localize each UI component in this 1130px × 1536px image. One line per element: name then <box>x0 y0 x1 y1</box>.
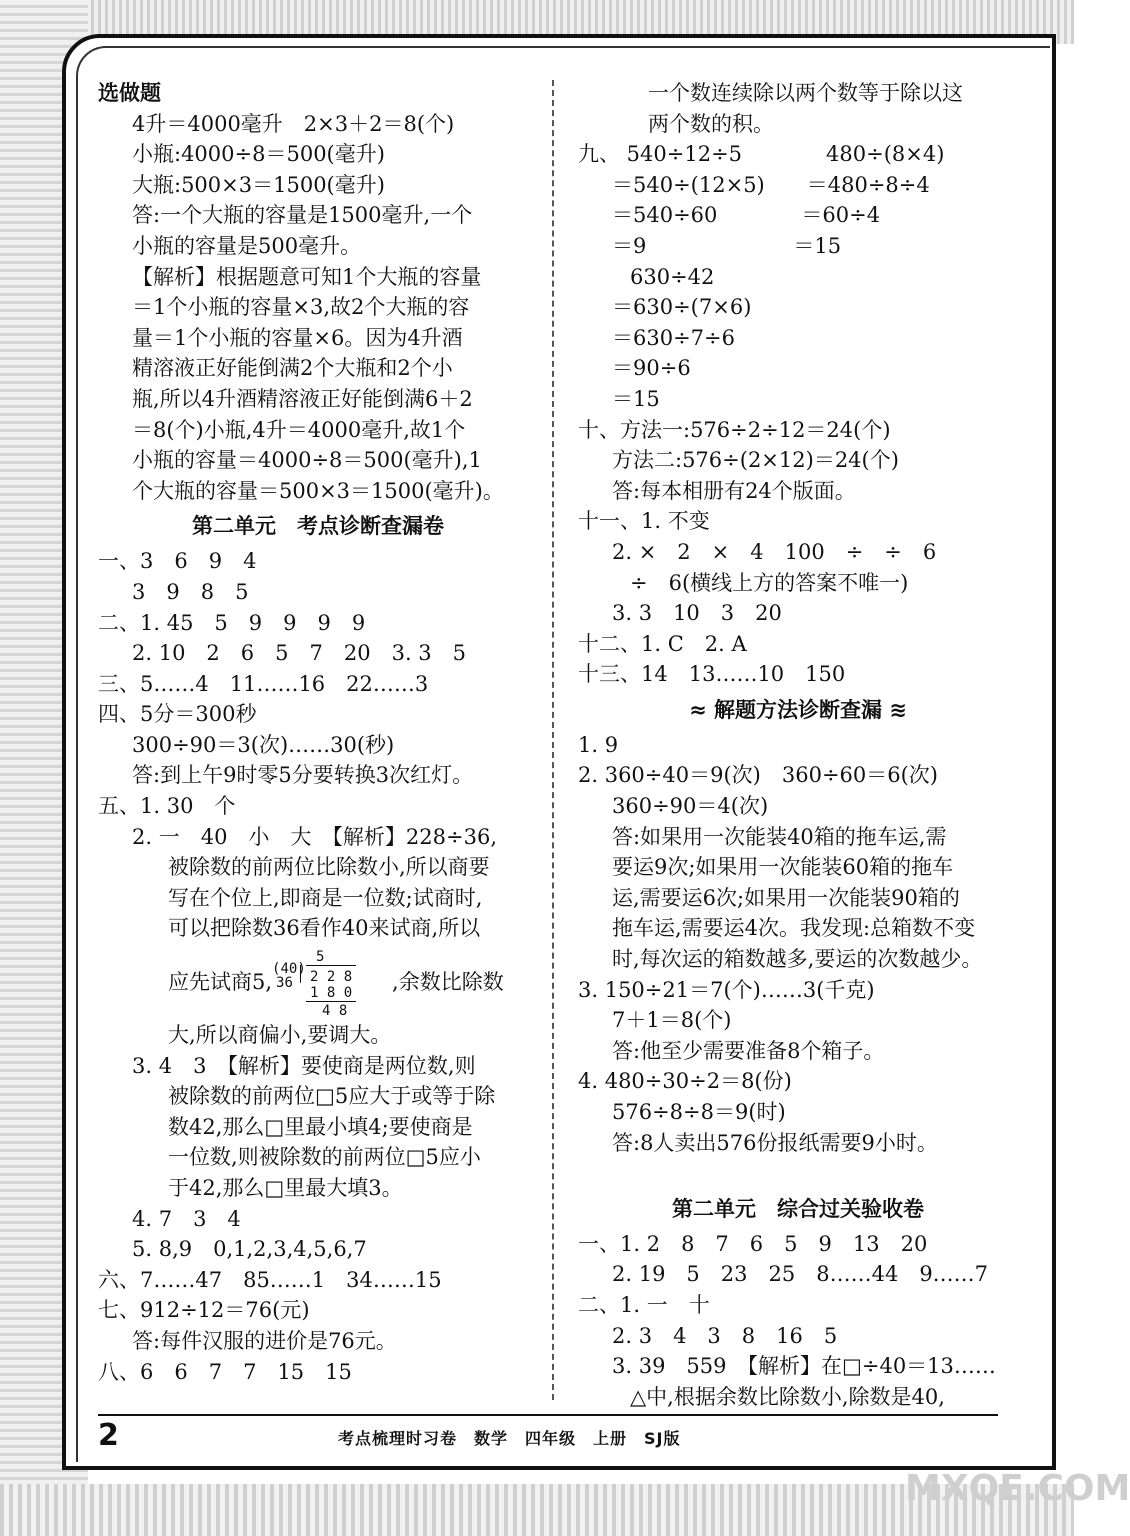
answer-line: 五、1. 30 个 <box>98 794 236 819</box>
quotient: 5 <box>316 948 325 965</box>
answer-line: 2. 3 4 3 8 16 5 <box>612 1323 838 1348</box>
long-division-line: 应先试商5, 5 (40) 36 2 2 8 1 8 0 4 8 ,余数比除数 <box>168 948 504 1019</box>
answer-line: 量＝1个小瓶的容量×6。因为4升酒 <box>132 325 463 350</box>
answer-line: 4. 480÷30÷2＝8(份) <box>578 1069 792 1094</box>
answer-line: △中,根据余数比除数小,除数是40, <box>630 1384 945 1409</box>
answer-line: 选做题 <box>98 80 161 105</box>
answer-line: 360÷90＝4(次) <box>612 794 769 819</box>
answer-line: 个大瓶的容量＝500×3＝1500(毫升)。 <box>132 478 504 503</box>
answer-line: 于42,那么□里最大填3。 <box>168 1176 403 1200</box>
answer-line: 一、1. 2 8 7 6 5 9 13 20 <box>578 1231 928 1256</box>
answer-line: 运,需要运6次;如果用一次能装90箱的 <box>612 885 960 910</box>
answer-line: ＝15 <box>612 386 660 411</box>
answer-line: 2. 10 2 6 5 7 20 3. 3 5 <box>132 641 467 666</box>
long-division-figure <box>272 948 392 1019</box>
answer-line: ＝540÷(12×5) ＝480÷8÷4 <box>612 172 930 197</box>
answer-line: 二、1. 一 十 <box>578 1292 710 1317</box>
answer-line <box>578 1158 1018 1189</box>
answer-line: 十三、14 13……10 150 <box>578 662 846 687</box>
answer-line: 答:每本相册有24个版面。 <box>612 478 856 503</box>
answer-line: 2. 19 5 23 25 8……44 9……7 <box>612 1262 989 1287</box>
answer-line: 八、6 6 7 7 15 15 <box>98 1359 352 1384</box>
answer-line: 4. 7 3 4 <box>132 1206 241 1231</box>
answer-line: 3. 4 3 【解析】要使商是两位数,则 <box>132 1053 476 1078</box>
answer-line: ＝8(个)小瓶,4升＝4000毫升,故1个 <box>132 417 466 442</box>
product: 1 8 0 <box>310 984 353 1001</box>
section-heading: ≈ 解题方法诊断查漏 ≋ <box>689 697 907 722</box>
answer-line: 大瓶:500×3＝1500(毫升) <box>132 172 385 197</box>
answer-line: 可以把除数36看作40来试商,所以 <box>168 916 481 941</box>
answer-line: 3. 39 559 【解析】在□÷40＝13…… <box>612 1354 996 1379</box>
answer-line: 小瓶的容量是500毫升。 <box>132 233 362 258</box>
answer-line: 2. × 2 × 4 100 ÷ ÷ 6 <box>612 539 937 564</box>
column-divider <box>552 80 554 1400</box>
answer-line: 方法二:576÷(2×12)＝24(个) <box>612 448 899 473</box>
divisor-estimate: (40) <box>272 960 306 977</box>
answer-line: 3. 150÷21＝7(个)……3(千克) <box>578 977 875 1002</box>
answer-line: 四、5分＝300秒 <box>98 702 257 727</box>
page-footer <box>98 1414 998 1456</box>
answer-line: 时,每次运的箱数越多,要运的次数越少。 <box>612 947 983 972</box>
answer-line: 大,所以商偏小,要调大。 <box>168 1023 392 1048</box>
page-number: 2 <box>98 1418 119 1453</box>
answer-line: 答:8人卖出576份报纸需要9小时。 <box>612 1130 938 1155</box>
answer-line: 十、方法一:576÷2÷12＝24(个) <box>578 417 891 442</box>
divisor: 36 <box>276 974 293 991</box>
answer-line: 拖车运,需要运4次。我发现:总箱数不变 <box>612 916 976 941</box>
answer-line: 4升＝4000毫升 2×3＋2＝8(个) <box>132 111 455 136</box>
answer-line: 二、1. 45 5 9 9 9 9 <box>98 610 366 635</box>
answer-line: 一个数连续除以两个数等于除以这 <box>648 81 963 105</box>
answer-line: ＝9 ＝15 <box>612 233 842 258</box>
answer-line: 被除数的前两位比除数小,所以商要 <box>168 855 490 880</box>
answer-line: 十一、1. 不变 <box>578 509 710 534</box>
answer-line: 5. 8,9 0,1,2,3,4,5,6,7 <box>132 1237 367 1262</box>
answer-line: 【解析】根据题意可知1个大瓶的容量 <box>132 264 482 289</box>
dividend: 2 2 8 <box>310 968 353 985</box>
answer-line: ＝630÷(7×6) <box>612 295 752 320</box>
remainder: 4 8 <box>322 1002 348 1019</box>
answer-line: 630÷42 <box>630 264 715 289</box>
answer-line: 精溶液正好能倒满2个大瓶和2个小 <box>132 356 453 381</box>
answer-line: 576÷8÷8＝9(时) <box>612 1100 786 1124</box>
answer-line: 答:到上午9时零5分要转换3次红灯。 <box>132 763 474 788</box>
answer-line: ＝90÷6 <box>612 356 691 381</box>
answer-line: 六、7……47 85……1 34……15 <box>98 1267 442 1292</box>
answer-line: 小瓶的容量＝4000÷8＝500(毫升),1 <box>132 448 482 473</box>
left-column <box>98 78 538 1387</box>
right-column <box>578 78 1018 1412</box>
answer-line: 2. 360÷40＝9(次) 360÷60＝6(次) <box>578 763 939 788</box>
answer-line: 数42,那么□里最小填4;要使商是 <box>168 1114 473 1139</box>
answer-line: 答:每件汉服的进价是76元。 <box>132 1328 397 1353</box>
answer-line: ＝1个小瓶的容量×3,故2个大瓶的容 <box>132 295 470 320</box>
answer-line: 7＋1＝8(个) <box>612 1008 732 1033</box>
answer-line: 两个数的积。 <box>648 111 774 136</box>
answer-line: 一、3 6 9 4 <box>98 549 257 574</box>
answer-line: 小瓶:4000÷8＝500(毫升) <box>132 142 385 167</box>
answer-line: 答:一个大瓶的容量是1500毫升,一个 <box>132 203 473 228</box>
answer-line: 答:他至少需要准备8个箱子。 <box>612 1038 885 1063</box>
answer-line: 瓶,所以4升酒精溶液正好能倒满6＋2 <box>132 386 473 411</box>
answer-line: 要运9次;如果用一次能装60箱的拖车 <box>612 855 954 880</box>
watermark: MXQE.COM <box>905 1468 1130 1509</box>
answer-line: 2. 一 40 小 大 【解析】228÷36, <box>132 824 498 849</box>
answer-line: 七、912÷12＝76(元) <box>98 1298 310 1323</box>
answer-line: ÷ 6(横线上方的答案不唯一) <box>630 570 909 595</box>
answer-line: 十二、1. C 2. A <box>578 631 747 656</box>
answer-line: 3. 3 10 3 20 <box>612 601 782 626</box>
answer-line: 被除数的前两位□5应大于或等于除 <box>168 1084 496 1109</box>
answer-line: 3 9 8 5 <box>132 579 249 604</box>
answer-line: 1. 9 <box>578 732 619 757</box>
answer-line: 三、5……4 11……16 22……3 <box>98 671 429 696</box>
answer-line: 写在个位上,即商是一位数;试商时, <box>168 885 483 910</box>
answer-line: ＝630÷7÷6 <box>612 325 735 350</box>
answer-line: 一位数,则被除数的前两位□5应小 <box>168 1145 481 1170</box>
section-heading: 第二单元 综合过关验收卷 <box>672 1196 924 1221</box>
answer-line: ＝540÷60 ＝60÷4 <box>612 203 881 228</box>
answer-line: 答:如果用一次能装40箱的拖车运,需 <box>612 824 947 849</box>
footer-text: 考点梳理时习卷 数学 四年级 上册 SJ版 <box>338 1429 681 1448</box>
answer-line: 300÷90＝3(次)……30(秒) <box>132 732 395 757</box>
answer-line: 九、 540÷12÷5 480÷(8×4) <box>578 142 945 167</box>
section-heading: 第二单元 考点诊断查漏卷 <box>192 514 444 539</box>
